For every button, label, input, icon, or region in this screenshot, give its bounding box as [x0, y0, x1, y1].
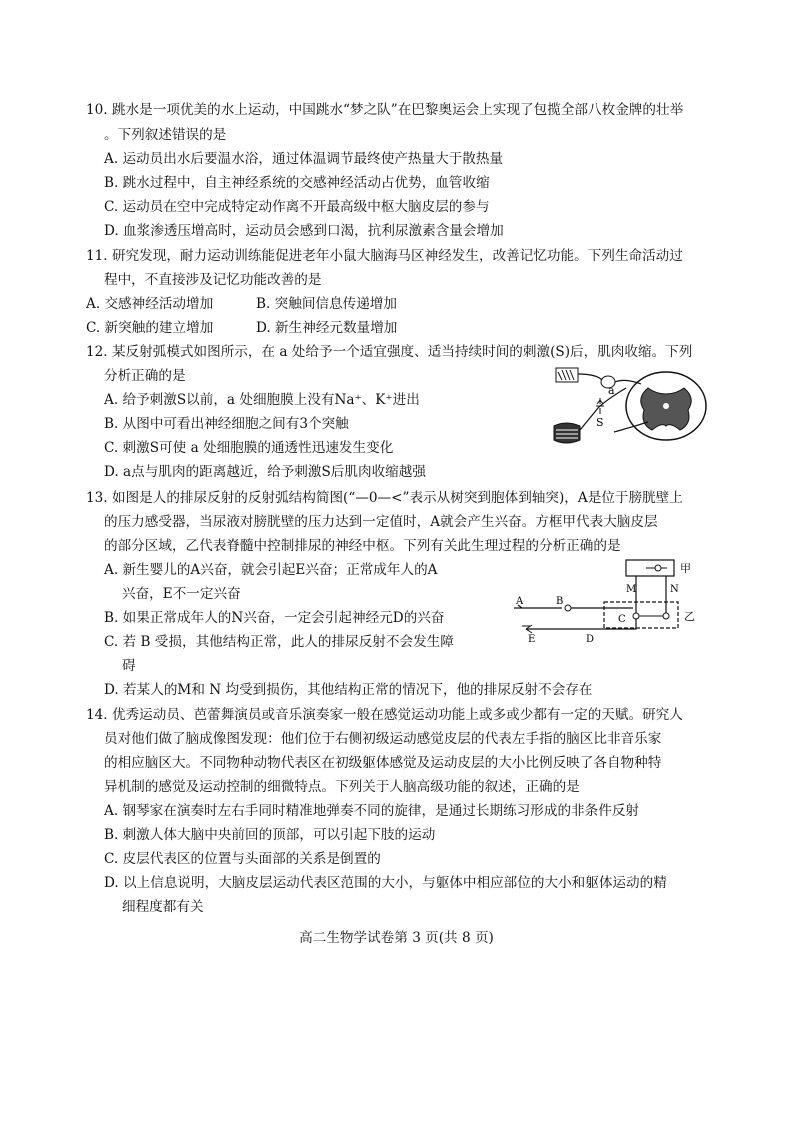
fig-label-a: a	[608, 384, 615, 397]
q11-stem-line2: 程中，不直接涉及记忆功能改善的是	[104, 272, 322, 288]
q10-option-d: D. 血浆渗透压增高时，运动员会感到口渴，抗利尿激素含量会增加	[104, 223, 504, 239]
fig-label-e: E	[528, 634, 536, 645]
receptor-icon	[556, 368, 578, 382]
q11-stem-line1: 11. 研究发现，耐力运动训练能促进老年小鼠大脑海马区神经发生，改善记忆功能。下列生命活动过	[86, 248, 683, 264]
q12-option-b: B. 从图中可看出神经细胞之间有3个突触	[104, 416, 349, 432]
q13-reflex-figure	[508, 556, 708, 648]
q12-reflex-arc-figure	[548, 360, 718, 470]
fig-label-c: C	[618, 614, 626, 625]
fig-label-d: D	[586, 634, 595, 645]
q13-stem-line1: 13. 如图是人的排尿反射的反射弧结构简图(“—0—<”表示从树突到胞体到轴突)，A是位于膀胱壁上	[86, 490, 683, 506]
q10-stem-line1: 10. 跳水是一项优美的水上运动，中国跳水“梦之队”在巴黎奥运会上实现了包揽全部八枚金牌的壮举	[86, 102, 684, 118]
q14-option-d-line1: D. 以上信息说明，大脑皮层运动代表区范围的大小，与躯体中相应部位的大小和躯体运动的精	[104, 875, 667, 891]
q14-option-c: C. 皮层代表区的位置与头面部的关系是倒置的	[104, 851, 381, 867]
q10-option-a: A. 运动员出水后要温水浴，通过体温调节最终使产热量大于散热量	[104, 151, 504, 167]
q11-option-d: D. 新生神经元数量增加	[256, 320, 398, 336]
q13-option-c-line2: 碍	[122, 658, 136, 674]
spinal-cord-icon	[626, 372, 706, 440]
q13-option-b: B. 如果正常成年人的N兴奋，一定会引起神经元D的兴奋	[104, 610, 445, 626]
q13-stem-line3: 的部分区域，乙代表脊髓中控制排尿的神经中枢。下列有关此生理过程的分析正确的是	[104, 538, 621, 554]
q12-option-d: D. a点与肌肉的距离越近，给予刺激S后肌肉收缩越强	[104, 464, 426, 480]
q14-stem-line4: 异机制的感觉及运动控制的细微特点。下列关于人脑高级功能的叙述，正确的是	[104, 779, 580, 795]
q11-option-b: B. 突触间信息传递增加	[256, 296, 397, 312]
q13-option-d: D. 若某人的M和 N 均受到损伤，其他结构正常的情况下，他的排尿反射不会存在	[104, 682, 593, 698]
fig-label-jia: 甲	[680, 562, 691, 575]
q10-option-b: B. 跳水过程中，自主神经系统的交感神经活动占优势，血管收缩	[104, 175, 490, 191]
q11-option-c: C. 新突触的建立增加	[86, 320, 214, 336]
muscle-icon	[554, 423, 580, 443]
q10-stem-line2: 。下列叙述错误的是	[104, 127, 227, 143]
q10-option-c: C. 运动员在空中完成特定动作离不开最高级中枢大脑皮层的参与	[104, 199, 490, 215]
q14-stem-line1: 14. 优秀运动员、芭蕾舞演员或音乐演奏家一般在感觉运动功能上或多或少都有一定的天赋。研究人	[86, 707, 683, 723]
fig-label-n: N	[670, 584, 679, 595]
fig-label-a: A	[516, 596, 524, 607]
q14-option-a: A. 钢琴家在演奏时左右手同时精准地弹奏不同的旋律，是通过长期练习形成的非条件反射	[104, 803, 640, 819]
q12-stem-line2: 分析正确的是	[104, 368, 186, 384]
q12-stem-line1: 12. 某反射弧模式如图所示，在 a 处给予一个适宜强度、适当持续时间的刺激(S)后，肌肉收缩。下列	[86, 344, 693, 360]
fig-label-b: B	[556, 596, 564, 607]
q14-option-d-line2: 细程度都有关	[122, 899, 204, 915]
q12-option-c: C. 刺激S可使 a 处细胞膜的通透性迅速发生变化	[104, 440, 394, 456]
q14-stem-line3: 的相应脑区大。不同物种动物代表区在初级躯体感觉及运动皮层的大小比例反映了各自物种特	[104, 755, 662, 771]
q13-stem-line2: 的压力感受器，当尿液对膀胱壁的压力达到一定值时，A就会产生兴奋。方框甲代表大脑皮层	[104, 514, 658, 530]
q12-option-a: A. 给予刺激S以前，a 处细胞膜上没有Na⁺、K⁺进出	[104, 392, 420, 408]
q13-option-c-line1: C. 若 B 受损，其他结构正常，此人的排尿反射不会发生障	[104, 634, 454, 650]
fig-label-s: S	[596, 416, 604, 429]
q14-stem-line2: 员对他们做了脑成像图发现：他们位于右侧初级运动感觉皮层的代表左手指的脑区比非音乐家	[104, 731, 662, 747]
q11-option-a: A. 交感神经活动增加	[86, 296, 214, 312]
page-footer: 高二生物学试卷第 3 页(共 8 页)	[299, 930, 494, 946]
fig-label-yi: 乙	[684, 610, 695, 623]
q13-option-a-line1: A. 新生婴儿的A兴奋，就会引起E兴奋；正常成年人的A	[104, 562, 438, 578]
q14-option-b: B. 刺激人体大脑中央前回的顶部，可以引起下肢的运动	[104, 827, 436, 843]
q13-option-a-line2: 兴奋，E不一定兴奋	[122, 586, 241, 602]
fig-label-m: M	[626, 584, 637, 595]
